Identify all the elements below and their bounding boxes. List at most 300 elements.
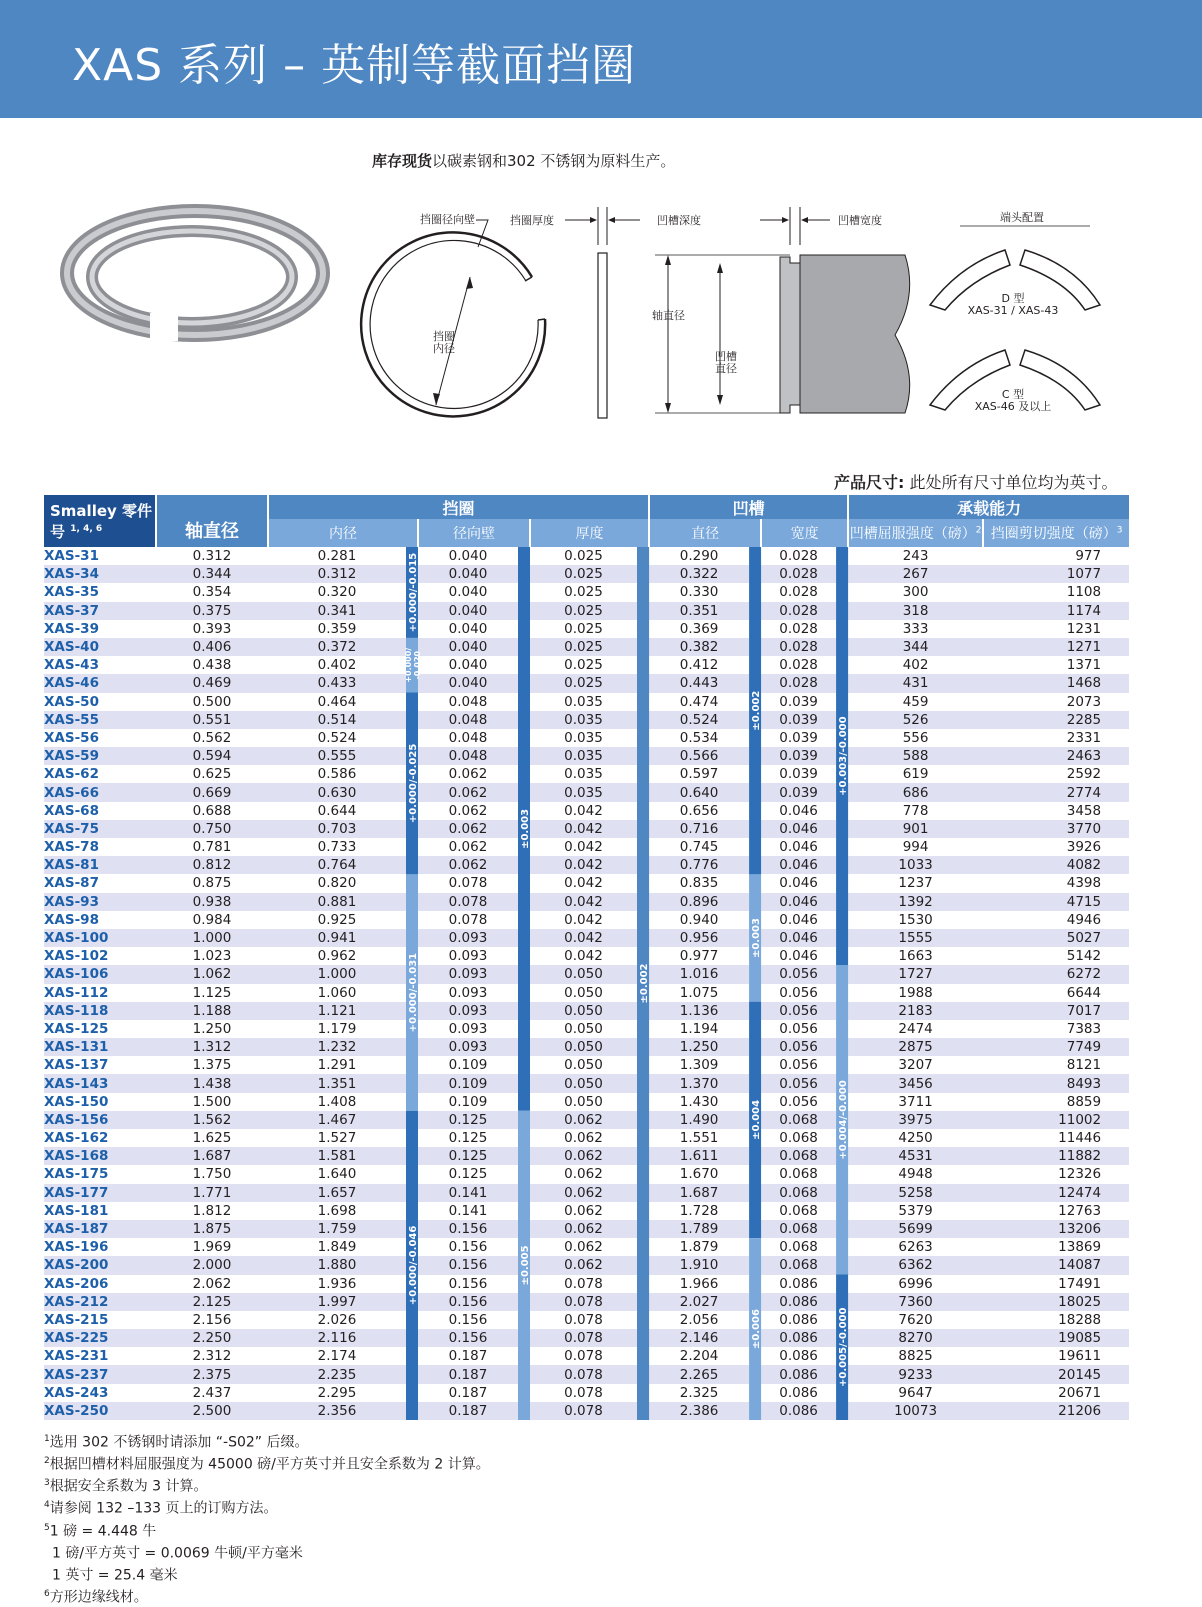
header-groove-group: 凹槽 bbox=[649, 495, 848, 519]
yield-strength-value: 333 bbox=[902, 620, 929, 637]
shear-strength-value: 11002 bbox=[983, 1111, 1129, 1129]
thickness-value: 0.025 bbox=[564, 584, 603, 601]
shear-strength-value: 19085 bbox=[983, 1329, 1129, 1347]
inner-dia-value: 2.174 bbox=[317, 1348, 357, 1365]
inner-dia-value: 0.630 bbox=[268, 783, 406, 801]
inner-dia-value: 0.925 bbox=[317, 911, 357, 928]
dimension-note-bold: 产品尺寸: bbox=[834, 473, 905, 492]
thickness-value: 0.042 bbox=[530, 820, 637, 838]
groove-width-value: 0.068 bbox=[779, 1239, 818, 1256]
ring-diagram bbox=[0, 195, 1202, 455]
part-number: XAS-225 bbox=[44, 1329, 156, 1347]
header-groove-width: 宽度 bbox=[761, 519, 848, 547]
shaft-dia-value: 1.125 bbox=[192, 984, 232, 1001]
inner-dia-value: 1.000 bbox=[268, 965, 406, 983]
footnote bbox=[44, 1496, 490, 1518]
part-number: XAS-181 bbox=[44, 1202, 109, 1219]
groove-dia-value: 2.056 bbox=[679, 1311, 719, 1328]
shaft-dia-value: 1.687 bbox=[156, 1147, 268, 1165]
thickness-value: 0.025 bbox=[564, 657, 603, 674]
groove-dia-value: 0.956 bbox=[649, 929, 749, 947]
thickness-value: 0.062 bbox=[564, 1166, 603, 1183]
thickness-value: 0.062 bbox=[564, 1202, 603, 1219]
groove-width-value: 0.086 bbox=[779, 1311, 818, 1328]
shear-strength-value: 7749 bbox=[983, 1038, 1129, 1056]
shear-strength-value: 11446 bbox=[1058, 1130, 1102, 1147]
yield-strength-value: 901 bbox=[848, 820, 983, 838]
radial-wall-value: 0.156 bbox=[418, 1329, 518, 1347]
part-number: XAS-35 bbox=[44, 584, 99, 601]
stock-note bbox=[372, 150, 675, 171]
part-number: XAS-177 bbox=[44, 1184, 156, 1202]
footnote-marker: 1 bbox=[44, 1434, 50, 1444]
groove-dia-value: 0.322 bbox=[649, 565, 749, 583]
radial-wall-value: 0.048 bbox=[418, 747, 518, 765]
inner-dia-value: 1.849 bbox=[317, 1239, 357, 1256]
title-banner bbox=[0, 0, 1202, 118]
part-number: XAS-212 bbox=[44, 1293, 156, 1311]
shear-strength-value: 12474 bbox=[983, 1184, 1129, 1202]
shaft-dia-value: 0.393 bbox=[192, 620, 232, 637]
tolerance-label-inner: +0.000/-0.025 bbox=[408, 743, 419, 824]
thickness-value: 0.078 bbox=[530, 1402, 637, 1420]
shear-strength-value: 1271 bbox=[983, 638, 1129, 656]
radial-wall-value: 0.062 bbox=[418, 820, 518, 838]
groove-dia-value: 0.412 bbox=[679, 657, 719, 674]
footnote-marker: 6 bbox=[44, 1589, 50, 1600]
radial-wall-value: 0.040 bbox=[418, 674, 518, 692]
part-number: XAS-156 bbox=[44, 1111, 156, 1129]
groove-width-value: 0.056 bbox=[761, 1074, 836, 1092]
yield-strength-value: 5258 bbox=[848, 1184, 983, 1202]
ring-photo bbox=[67, 211, 323, 341]
shaft-dia-value: 2.312 bbox=[192, 1348, 232, 1365]
yield-strength-value: 6362 bbox=[848, 1256, 983, 1274]
yield-strength-value: 9647 bbox=[898, 1384, 933, 1401]
footnote-text: 1 英寸 = 25.4 毫米 bbox=[52, 1567, 178, 1584]
groove-width-value: 0.028 bbox=[761, 674, 836, 692]
header-part-number-line2: 号 bbox=[50, 522, 66, 541]
radial-wall-value: 0.156 bbox=[448, 1239, 488, 1256]
yield-strength-value: 8270 bbox=[848, 1329, 983, 1347]
radial-wall-value: 0.062 bbox=[448, 839, 488, 856]
shear-strength-value: 5142 bbox=[1066, 948, 1102, 965]
shaft-dia-value: 0.551 bbox=[156, 711, 268, 729]
shaft-dia-value: 0.438 bbox=[192, 657, 232, 674]
inner-dia-value: 0.514 bbox=[268, 711, 406, 729]
thickness-value: 0.035 bbox=[530, 783, 637, 801]
groove-dia-value: 1.789 bbox=[649, 1220, 749, 1238]
groove-width-value: 0.056 bbox=[779, 1093, 818, 1110]
radial-wall-value: 0.125 bbox=[448, 1130, 488, 1147]
shaft-dia-value: 1.625 bbox=[192, 1130, 232, 1147]
groove-dia-value: 1.250 bbox=[649, 1038, 749, 1056]
shaft-dia-value: 1.969 bbox=[192, 1239, 232, 1256]
header-ring-group: 挡圈 bbox=[268, 495, 649, 519]
inner-dia-value: 0.764 bbox=[268, 856, 406, 874]
shaft-dia-label: 轴直径 bbox=[652, 309, 685, 322]
groove-width-value: 0.056 bbox=[761, 965, 836, 983]
shear-strength-value: 4946 bbox=[1066, 911, 1102, 928]
part-number: XAS-150 bbox=[44, 1093, 109, 1110]
part-number: XAS-162 bbox=[44, 1130, 109, 1147]
part-number: XAS-87 bbox=[44, 875, 99, 892]
radial-wall-value: 0.156 bbox=[448, 1311, 488, 1328]
part-number: XAS-62 bbox=[44, 766, 99, 783]
tolerance-label-inner: +0.000/-0.031 bbox=[408, 952, 419, 1033]
shaft-dia-value: 0.984 bbox=[192, 911, 232, 928]
groove-width-value: 0.046 bbox=[761, 820, 836, 838]
shear-strength-value: 20145 bbox=[983, 1365, 1129, 1383]
part-number: XAS-68 bbox=[44, 802, 99, 819]
inner-dia-value: 0.555 bbox=[268, 747, 406, 765]
groove-dia-value: 1.016 bbox=[649, 965, 749, 983]
groove-dia-value: 1.728 bbox=[679, 1202, 719, 1219]
thickness-value: 0.035 bbox=[530, 747, 637, 765]
shaft-dia-value: 0.354 bbox=[192, 584, 232, 601]
thickness-value: 0.050 bbox=[564, 984, 603, 1001]
shear-strength-value: 4715 bbox=[983, 893, 1129, 911]
end-config-label: 端头配置 bbox=[1000, 211, 1044, 224]
groove-dia-value: 0.566 bbox=[649, 747, 749, 765]
shaft-dia-value: 0.375 bbox=[156, 602, 268, 620]
yield-strength-value: 300 bbox=[902, 584, 929, 601]
radial-wall-value: 0.156 bbox=[448, 1275, 488, 1292]
thickness-value: 0.062 bbox=[530, 1184, 637, 1202]
shaft-dia-value: 0.781 bbox=[192, 839, 232, 856]
groove-width-value: 0.068 bbox=[779, 1166, 818, 1183]
groove-width-value: 0.086 bbox=[779, 1275, 818, 1292]
shaft-dia-value: 1.500 bbox=[192, 1093, 232, 1110]
yield-strength-value: 7620 bbox=[898, 1311, 933, 1328]
shear-strength-value: 17491 bbox=[1058, 1275, 1102, 1292]
yield-strength-value: 267 bbox=[848, 565, 983, 583]
groove-width-value: 0.046 bbox=[779, 948, 818, 965]
shear-strength-value: 2285 bbox=[983, 711, 1129, 729]
groove-dia-value: 1.551 bbox=[679, 1130, 719, 1147]
inner-dia-value: 2.235 bbox=[268, 1365, 406, 1383]
shear-strength-value: 2331 bbox=[1066, 729, 1102, 746]
radial-wall-value: 0.040 bbox=[448, 657, 488, 674]
part-number: XAS-125 bbox=[44, 1020, 109, 1037]
yield-strength-value: 402 bbox=[902, 657, 929, 674]
thickness-value: 0.025 bbox=[564, 548, 603, 565]
inner-dia-value: 0.941 bbox=[268, 929, 406, 947]
radial-wall-value: 0.048 bbox=[448, 693, 488, 710]
yield-strength-value: 778 bbox=[902, 802, 929, 819]
thickness-value: 0.078 bbox=[564, 1348, 603, 1365]
inner-dia-value: 1.880 bbox=[268, 1256, 406, 1274]
footnote bbox=[44, 1585, 490, 1607]
groove-width-value: 0.039 bbox=[761, 711, 836, 729]
tolerance-label-thick: ±0.002 bbox=[639, 963, 651, 1004]
thickness-value: 0.062 bbox=[530, 1111, 637, 1129]
radial-wall-value: 0.141 bbox=[418, 1184, 518, 1202]
inner-dia-value: 0.281 bbox=[317, 548, 357, 565]
groove-depth-label: 凹槽深度 bbox=[657, 214, 701, 227]
groove-width-value: 0.056 bbox=[761, 1038, 836, 1056]
yield-strength-value: 686 bbox=[848, 783, 983, 801]
shaft-dia-value: 0.669 bbox=[156, 783, 268, 801]
inner-dia-value: 2.295 bbox=[317, 1384, 357, 1401]
part-number: XAS-250 bbox=[44, 1402, 156, 1420]
groove-dia-value: 1.430 bbox=[679, 1093, 719, 1110]
inner-dia-value: 0.372 bbox=[268, 638, 406, 656]
groove-width-value: 0.046 bbox=[779, 839, 818, 856]
inner-dia-value: 0.962 bbox=[317, 948, 357, 965]
part-number: XAS-243 bbox=[44, 1384, 109, 1401]
groove-width-value: 0.068 bbox=[761, 1111, 836, 1129]
header-thickness: 厚度 bbox=[530, 519, 649, 547]
stock-note-text: 以碳素钢和302 不锈钢为原料生产。 bbox=[432, 152, 676, 170]
inner-dia-value: 0.733 bbox=[317, 839, 357, 856]
d-type-label: D 型 bbox=[1001, 292, 1025, 305]
shaft-dia-value: 1.750 bbox=[192, 1166, 232, 1183]
radial-wall-value: 0.078 bbox=[418, 893, 518, 911]
groove-width-value: 0.039 bbox=[761, 747, 836, 765]
inner-dia-value: 1.351 bbox=[268, 1074, 406, 1092]
tolerance-label-radial: ±0.005 bbox=[520, 1245, 531, 1286]
groove-dia-value: 1.910 bbox=[649, 1256, 749, 1274]
part-number: XAS-231 bbox=[44, 1348, 109, 1365]
tolerance-label-inner: +0.000/-0.046 bbox=[408, 1225, 419, 1306]
groove-width-value: 0.046 bbox=[779, 875, 818, 892]
yield-strength-value: 3207 bbox=[898, 1057, 933, 1074]
groove-dia-value: 1.370 bbox=[649, 1074, 749, 1092]
thickness-value: 0.062 bbox=[530, 1220, 637, 1238]
inner-dia-value: 1.291 bbox=[317, 1057, 357, 1074]
inner-dia-value: 1.232 bbox=[268, 1038, 406, 1056]
inner-dia-value: 1.121 bbox=[268, 1002, 406, 1020]
thickness-value: 0.050 bbox=[530, 965, 637, 983]
yield-strength-value: 4250 bbox=[898, 1130, 933, 1147]
shear-strength-value: 11882 bbox=[983, 1147, 1129, 1165]
part-number: XAS-118 bbox=[44, 1002, 156, 1020]
shaft-dia-value: 2.000 bbox=[156, 1256, 268, 1274]
part-number: XAS-187 bbox=[44, 1220, 156, 1238]
shear-strength-value: 19611 bbox=[1058, 1348, 1102, 1365]
groove-width-value: 0.056 bbox=[779, 1020, 818, 1037]
groove-dia-value: 0.524 bbox=[649, 711, 749, 729]
header-capacity-group: 承载能力 bbox=[848, 495, 1129, 519]
part-number: XAS-81 bbox=[44, 856, 156, 874]
shaft-dia-value: 0.312 bbox=[192, 548, 232, 565]
inner-dia-value: 2.026 bbox=[317, 1311, 357, 1328]
shear-strength-value: 2592 bbox=[1066, 766, 1102, 783]
thickness-value: 0.062 bbox=[564, 1130, 603, 1147]
shaft-dia-value: 1.438 bbox=[156, 1074, 268, 1092]
yield-strength-value: 6996 bbox=[898, 1275, 933, 1292]
radial-wall-value: 0.187 bbox=[418, 1402, 518, 1420]
shaft-dia-value: 0.812 bbox=[156, 856, 268, 874]
thickness-value: 0.025 bbox=[530, 638, 637, 656]
inner-dia-value: 0.586 bbox=[317, 766, 357, 783]
groove-width-value: 0.028 bbox=[761, 638, 836, 656]
thickness-value: 0.062 bbox=[564, 1239, 603, 1256]
radial-wall-value: 0.109 bbox=[448, 1057, 488, 1074]
shaft-dia-value: 1.000 bbox=[156, 929, 268, 947]
radial-wall-value: 0.093 bbox=[418, 929, 518, 947]
inner-dia-value: 0.402 bbox=[317, 657, 357, 674]
thickness-value: 0.035 bbox=[564, 729, 603, 746]
thickness-value: 0.078 bbox=[564, 1311, 603, 1328]
inner-dia-value: 0.703 bbox=[268, 820, 406, 838]
inner-dia-value: 0.820 bbox=[317, 875, 357, 892]
yield-strength-value: 4531 bbox=[848, 1147, 983, 1165]
groove-width-value: 0.068 bbox=[779, 1202, 818, 1219]
inner-dia-value: 2.356 bbox=[268, 1402, 406, 1420]
part-number: XAS-75 bbox=[44, 820, 156, 838]
yield-strength-value: 2474 bbox=[898, 1020, 933, 1037]
groove-width-value: 0.086 bbox=[761, 1402, 836, 1420]
shaft-dia-value: 1.875 bbox=[156, 1220, 268, 1238]
thickness-value: 0.042 bbox=[564, 802, 603, 819]
shaft-dia-value: 2.156 bbox=[192, 1311, 232, 1328]
stock-note-bold: 库存现货 bbox=[372, 152, 433, 170]
dimension-note-text: 此处所有尺寸单位均为英寸。 bbox=[909, 473, 1118, 492]
part-number: XAS-215 bbox=[44, 1311, 109, 1328]
shear-strength-value: 21206 bbox=[983, 1402, 1129, 1420]
inner-dia-value: 1.936 bbox=[317, 1275, 357, 1292]
yield-strength-value: 588 bbox=[848, 747, 983, 765]
part-number: XAS-206 bbox=[44, 1275, 109, 1292]
yield-strength-value: 1555 bbox=[848, 929, 983, 947]
part-number: XAS-112 bbox=[44, 984, 109, 1001]
yield-strength-value: 243 bbox=[902, 548, 929, 565]
shaft-dia-value: 2.250 bbox=[156, 1329, 268, 1347]
part-number: XAS-100 bbox=[44, 929, 156, 947]
inner-dia-value: 0.881 bbox=[268, 893, 406, 911]
tolerance-label-radial: ±0.003 bbox=[520, 808, 531, 849]
shear-strength-value: 14087 bbox=[983, 1256, 1129, 1274]
shaft-dia-value: 0.625 bbox=[192, 766, 232, 783]
shear-strength-value: 3926 bbox=[1066, 839, 1102, 856]
radial-wall-value: 0.093 bbox=[448, 984, 488, 1001]
part-number: XAS-98 bbox=[44, 911, 99, 928]
shaft-dia-value: 1.312 bbox=[156, 1038, 268, 1056]
shaft-dia-value: 1.375 bbox=[192, 1057, 232, 1074]
inner-dia-value: 2.116 bbox=[268, 1329, 406, 1347]
dimension-note bbox=[834, 470, 1118, 493]
radial-wall-value: 0.093 bbox=[448, 948, 488, 965]
inner-dia-value: 1.527 bbox=[317, 1130, 357, 1147]
footnote-text: 选用 302 不锈钢时请添加 “-S02” 后缀。 bbox=[49, 1434, 309, 1451]
footnote bbox=[44, 1474, 490, 1496]
part-number: XAS-137 bbox=[44, 1057, 109, 1074]
part-number: XAS-46 bbox=[44, 674, 156, 692]
shaft-dia-value: 1.023 bbox=[192, 948, 232, 965]
radial-wall-value: 0.187 bbox=[448, 1384, 488, 1401]
groove-dia-value: 1.309 bbox=[679, 1057, 719, 1074]
yield-strength-value: 10073 bbox=[848, 1402, 983, 1420]
yield-strength-value: 5379 bbox=[898, 1202, 933, 1219]
yield-strength-value: 526 bbox=[848, 711, 983, 729]
thickness-value: 0.078 bbox=[564, 1275, 603, 1292]
groove-dia-value: 1.611 bbox=[649, 1147, 749, 1165]
part-number: XAS-200 bbox=[44, 1256, 156, 1274]
yield-strength-value: 994 bbox=[902, 839, 929, 856]
thickness-value: 0.078 bbox=[564, 1384, 603, 1401]
thickness-value: 0.042 bbox=[564, 911, 603, 928]
yield-strength-value: 4948 bbox=[898, 1166, 933, 1183]
shear-strength-value: 977 bbox=[1075, 548, 1102, 565]
shear-strength-value: 3770 bbox=[983, 820, 1129, 838]
groove-dia-value: 1.687 bbox=[649, 1184, 749, 1202]
shaft-dia-value: 1.812 bbox=[192, 1202, 232, 1219]
groove-dia-value: 1.670 bbox=[679, 1166, 719, 1183]
groove-width-value: 0.068 bbox=[761, 1220, 836, 1238]
d-type-range: XAS-31 / XAS-43 bbox=[967, 304, 1059, 317]
tolerance-label-gdia: ±0.003 bbox=[751, 918, 763, 959]
part-number: XAS-31 bbox=[44, 548, 99, 565]
thickness-value: 0.062 bbox=[530, 1147, 637, 1165]
groove-width-value: 0.068 bbox=[761, 1147, 836, 1165]
tolerance-label-gwidth: +0.004/-0.000 bbox=[838, 1080, 850, 1160]
yield-strength-value: 431 bbox=[848, 674, 983, 692]
shaft-dia-value: 2.125 bbox=[156, 1293, 268, 1311]
groove-dia-value: 2.386 bbox=[649, 1402, 749, 1420]
thickness-value: 0.042 bbox=[564, 875, 603, 892]
groove-width-value: 0.068 bbox=[761, 1184, 836, 1202]
thickness-value: 0.035 bbox=[564, 766, 603, 783]
radial-wall-value: 0.156 bbox=[418, 1256, 518, 1274]
groove-width-value: 0.028 bbox=[761, 565, 836, 583]
groove-dia-value: 0.330 bbox=[679, 584, 719, 601]
groove-width-value: 0.046 bbox=[761, 856, 836, 874]
groove-dia-value: 0.896 bbox=[649, 893, 749, 911]
inner-dia-value: 0.464 bbox=[317, 693, 357, 710]
shear-strength-value: 1468 bbox=[983, 674, 1129, 692]
thickness-value: 0.050 bbox=[564, 1057, 603, 1074]
thickness-value: 0.042 bbox=[564, 839, 603, 856]
groove-dia-value: 2.146 bbox=[649, 1329, 749, 1347]
tolerance-label-gdia: ±0.002 bbox=[751, 690, 763, 731]
part-number: XAS-93 bbox=[44, 893, 156, 911]
thickness-value: 0.078 bbox=[530, 1293, 637, 1311]
yield-strength-value: 8825 bbox=[898, 1348, 933, 1365]
radial-wall-value: 0.040 bbox=[448, 584, 488, 601]
footnote-text: 请参阅 132 –133 页上的订购方法。 bbox=[49, 1501, 278, 1518]
thickness-value: 0.050 bbox=[530, 1074, 637, 1092]
radial-wall-value: 0.078 bbox=[448, 911, 488, 928]
footnote bbox=[44, 1519, 490, 1541]
yield-strength-value: 318 bbox=[848, 602, 983, 620]
part-number: XAS-56 bbox=[44, 729, 99, 746]
groove-width-value: 0.028 bbox=[779, 548, 818, 565]
shear-strength-value: 8121 bbox=[1066, 1057, 1102, 1074]
part-number: XAS-78 bbox=[44, 839, 99, 856]
inner-dia-value: 0.433 bbox=[268, 674, 406, 692]
groove-dia-value: 0.716 bbox=[649, 820, 749, 838]
yield-strength-value: 619 bbox=[902, 766, 929, 783]
tolerance-label-gwidth: +0.003/-0.000 bbox=[838, 716, 850, 796]
groove-width-value: 0.046 bbox=[761, 893, 836, 911]
shaft-dia-value: 0.875 bbox=[192, 875, 232, 892]
thickness-value: 0.035 bbox=[564, 693, 603, 710]
shear-strength-value: 20671 bbox=[1058, 1384, 1102, 1401]
radial-wall-value: 0.062 bbox=[448, 766, 488, 783]
shear-strength-value: 2463 bbox=[983, 747, 1129, 765]
thickness-value: 0.025 bbox=[564, 620, 603, 637]
header-shear-text: 挡圈剪切强度（磅） bbox=[990, 526, 1117, 542]
header-yield-sup: 2 bbox=[975, 525, 982, 536]
yield-strength-value: 6263 bbox=[898, 1239, 933, 1256]
groove-dia-value: 0.656 bbox=[679, 802, 719, 819]
footnote bbox=[44, 1452, 490, 1474]
shaft-dia-value: 0.594 bbox=[156, 747, 268, 765]
shear-strength-value: 6644 bbox=[1066, 984, 1102, 1001]
part-number: XAS-237 bbox=[44, 1365, 156, 1383]
